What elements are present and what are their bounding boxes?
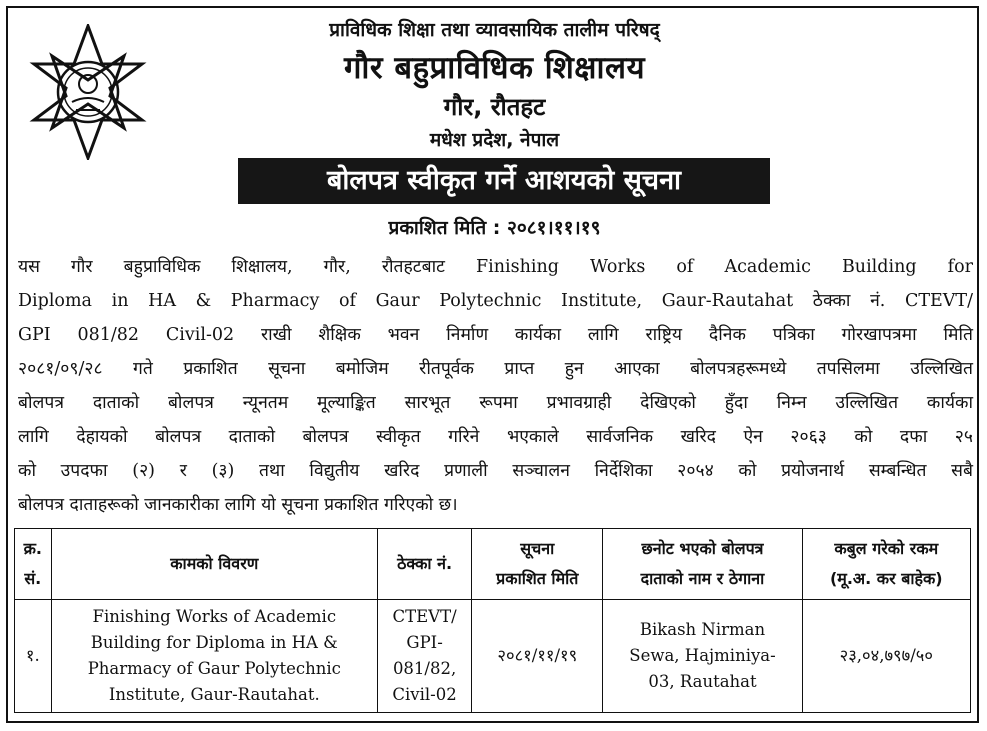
table-header-row <box>15 529 971 600</box>
cell-notice-date: २०८१/११/१९ <box>472 600 603 713</box>
header-notice-date: सूचना प्रकाशित मिति <box>472 529 603 600</box>
institute-province: मधेश प्रदेश, नेपाल <box>429 129 560 151</box>
header-serial: क्र. सं. <box>15 529 52 600</box>
notice-body <box>18 250 973 522</box>
published-date-label: प्रकाशित मिति <box>388 217 487 239</box>
award-table <box>14 528 971 713</box>
header-bidder: छनोट भएको बोलपत्र दाताको नाम र ठेगाना <box>603 529 802 600</box>
cell-description: Finishing Works of Academic Building for Diploma in HA & Pharmacy of Gaur Polytechnic Institute, Gaur-Rautahat. <box>51 600 377 713</box>
body-line: GPI 081/82 Civil-02 राखी शैक्षिक भवन निर्माण कार्यका लागि राष्ट्रिय दैनिक पत्रिका गोरखापत्रमा मिति <box>18 325 973 345</box>
body-line: यस गौर बहुप्राविधिक शिक्षालय, गौर, रौतहटबाट Finishing Works of Academic Building for <box>18 257 973 277</box>
cell-contract-no: CTEVT/ GPI- 081/82, Civil-02 <box>378 600 472 713</box>
body-line: Diploma in HA & Pharmacy of Gaur Polytechnic Institute, Gaur-Rautahat ठेक्का नं. CTEVT/ <box>18 291 973 311</box>
header-amount: कबुल गरेको रकम (मू.अ. कर बाहेक) <box>802 529 970 600</box>
notice-title-banner: बोलपत्र स्वीकृत गर्ने आशयको सूचना <box>238 158 770 204</box>
body-line: लागि देहायको बोलपत्र दाताको बोलपत्र स्वीकृत गरिने भएकाले सार्वजनिक खरिद ऐन २०६३ को दफा २५ <box>18 427 973 447</box>
body-line: २०८१/०९/२८ गते प्रकाशित सूचना बमोजिम रीतपूर्वक प्राप्त हुन आएका बोलपत्रहरूमध्ये तपसिलमा उल्लिखित <box>18 359 973 379</box>
cell-bidder: Bikash Nirman Sewa, Hajminiya- 03, Rautahat <box>603 600 802 713</box>
institute-location: गौर, रौतहट <box>443 93 546 121</box>
institute-name: गौर बहुप्राविधिक शिक्षालय <box>343 50 646 86</box>
body-line: बोलपत्र दाताको बोलपत्र न्यूनतम मूल्याङ्कित सारभूत रूपमा प्रभावग्राही देखिएको हुँदा निम्न उल्लिखित कार्यका <box>18 393 973 413</box>
header-contract-no: ठेक्का नं. <box>378 529 472 600</box>
table-row <box>15 600 971 713</box>
header-description: कामको विवरण <box>51 529 377 600</box>
notice-page <box>6 6 979 723</box>
published-date: प्रकाशित मिति : २०८१।११।१९ <box>388 217 601 239</box>
published-date-value: २०८१।११।१९ <box>507 217 601 239</box>
council-name: प्राविधिक शिक्षा तथा व्यावसायिक तालीम परिषद् <box>329 19 660 41</box>
cell-serial: १. <box>15 600 52 713</box>
cell-amount: २३,०४,७९७/५० <box>802 600 970 713</box>
body-line: बोलपत्र दाताहरूको जानकारीका लागि यो सूचना प्रकाशित गरिएको छ। <box>18 495 458 515</box>
body-line: को उपदफा (२) र (३) तथा विद्युतीय खरिद प्रणाली सञ्चालन निर्देशिका २०५४ को प्रयोजनार्थ सम्बन्धित सबै <box>18 461 973 481</box>
